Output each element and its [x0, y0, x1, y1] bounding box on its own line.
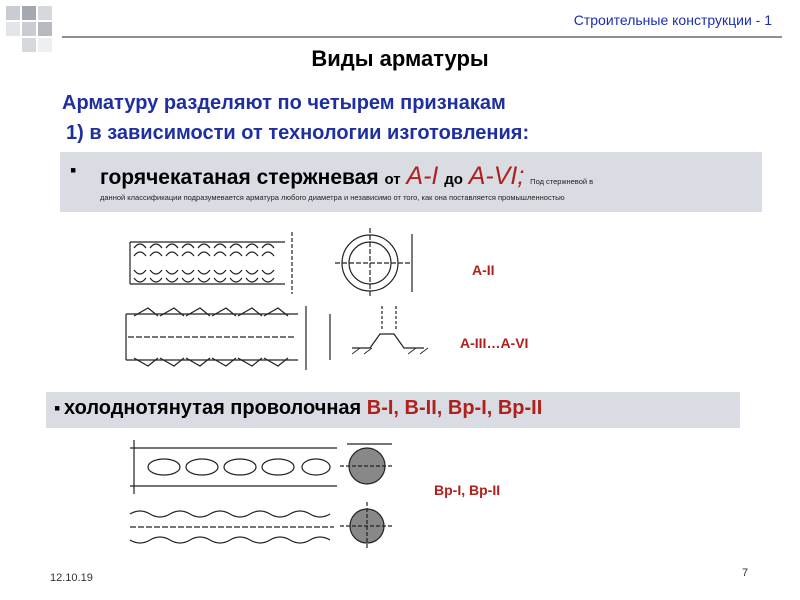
decor-square — [6, 22, 20, 36]
page-number: 7 — [742, 567, 749, 579]
label-bp: Вр-I, Вр-II — [434, 482, 501, 498]
label-a2: А-II — [472, 262, 495, 278]
cold-drawn-name: холоднотянутая проволочная — [64, 397, 362, 419]
hot-rolled-note: данной классификации подразумевается арматура любого диаметра и независимо от того, как она поставляется промышленностью — [100, 193, 565, 202]
hot-rolled-name: горячекатаная стержневая — [100, 166, 379, 189]
cold-drawn-classes: В-I, В-II, Вр-I, Вр-II — [366, 397, 543, 419]
wire-bp-drawing — [122, 430, 412, 555]
slide-title: Виды арматуры — [311, 46, 489, 71]
to-word: до — [444, 171, 463, 188]
label-a3-a6: А-III…А-VI — [460, 335, 529, 351]
bullet-icon: ▪ — [70, 160, 77, 180]
footer-date: 12.10.19 — [50, 572, 93, 584]
criterion-text: 1) в зависимости от технологии изготовления: — [66, 122, 530, 144]
intro-text: Арматуру разделяют по четырем признакам — [62, 92, 506, 114]
cold-drawn-line — [64, 397, 542, 420]
note-start: Под стержневой в — [530, 177, 594, 186]
rebar-a3-a6-drawing — [120, 300, 450, 380]
bullet-icon: ▪ — [54, 398, 61, 418]
header-rule — [62, 36, 782, 38]
decor-square — [22, 22, 36, 36]
decor-square — [22, 6, 36, 20]
course-title: Строительные конструкции - 1 — [573, 12, 772, 28]
class-to: А-VI — [468, 162, 518, 190]
decor-square — [38, 6, 52, 20]
rebar-a2-drawing — [120, 222, 430, 304]
from-word: от — [384, 171, 401, 188]
decor-square — [6, 6, 20, 20]
class-from: А-I — [406, 162, 439, 190]
decor-square — [38, 22, 52, 36]
separator: ; — [517, 162, 525, 190]
hot-rolled-line — [100, 162, 593, 191]
